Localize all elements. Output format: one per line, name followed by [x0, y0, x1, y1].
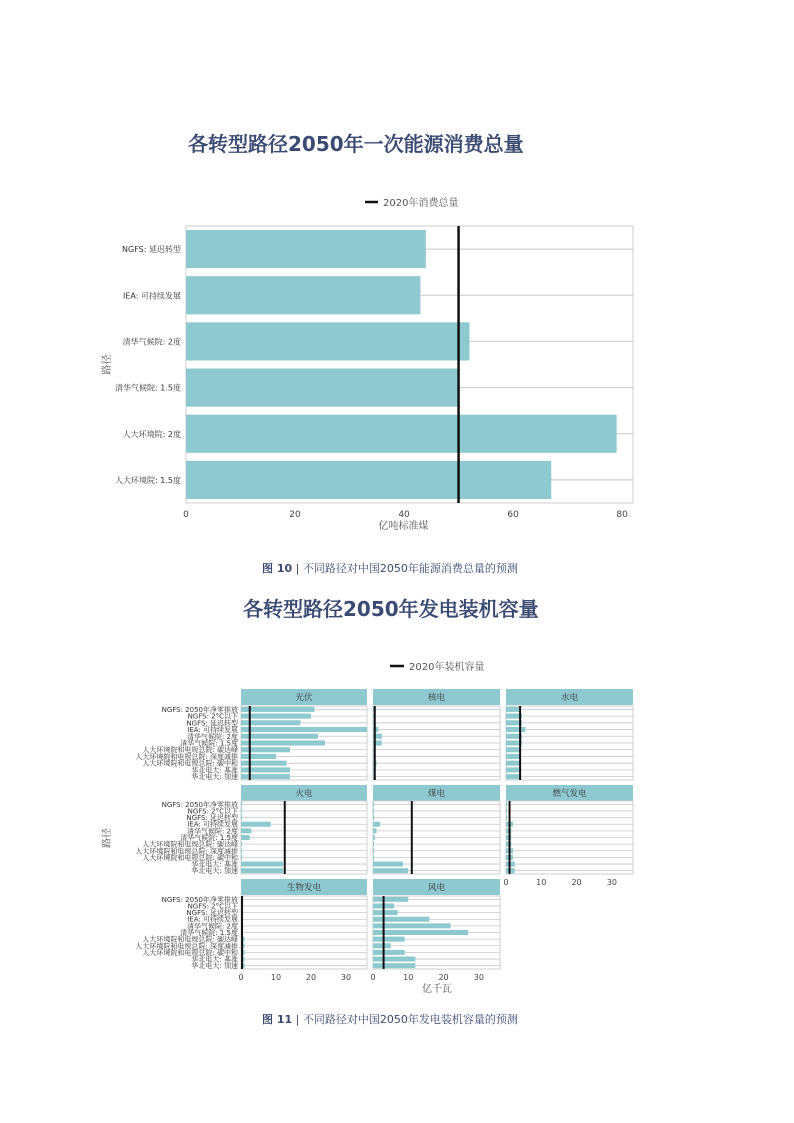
x-tick-label: 60 — [507, 510, 519, 520]
bar — [241, 767, 290, 772]
bar — [241, 740, 325, 745]
bar — [373, 957, 415, 962]
bar — [373, 910, 398, 915]
bar — [506, 774, 520, 779]
x-tick-label: 30 — [340, 973, 352, 982]
bar — [373, 930, 468, 935]
x-tick-label: 30 — [606, 878, 617, 887]
x-tick-label: 20 — [571, 878, 582, 887]
bar — [241, 862, 283, 867]
bar — [241, 761, 287, 766]
bar — [241, 714, 311, 719]
bar — [373, 950, 405, 955]
x-tick-label: 0 — [370, 973, 376, 982]
bar — [373, 855, 374, 860]
bar — [241, 808, 242, 813]
legend-label: 2020年消费总量 — [383, 198, 459, 209]
facet-title: 煤电 — [427, 789, 446, 799]
x-tick-label: 80 — [616, 510, 628, 520]
bar — [506, 802, 507, 807]
bar — [373, 943, 391, 948]
bar — [241, 828, 252, 833]
facet-title: 燃气发电 — [552, 789, 587, 799]
bar — [241, 835, 250, 840]
figure11-caption-number: 图 11 — [262, 1013, 293, 1026]
category-label: 人大环境院和电规总院: 碳达峰 — [142, 746, 238, 755]
bar — [241, 848, 242, 853]
category-label: 人大环境院和电规总院: 碳中和 — [142, 948, 238, 957]
bar — [373, 862, 403, 867]
category-label: 华北电大: 基准 — [191, 860, 238, 869]
bar — [373, 868, 408, 873]
figure10-title: 各转型路径2050年一次能源消费总量 — [188, 132, 524, 156]
x-axis-label: 亿千瓦 — [422, 984, 452, 995]
category-label: 清华气候院: 2度 — [186, 922, 238, 931]
category-label: NGFS: 延迟转型 — [186, 909, 238, 918]
bar — [506, 767, 520, 772]
x-tick-label: 40 — [398, 510, 410, 520]
bar — [506, 808, 507, 813]
bar — [373, 937, 405, 942]
facet-title: 生物发电 — [286, 883, 322, 893]
bar — [373, 923, 451, 928]
bar — [241, 727, 367, 732]
y-axis-label: 路径 — [102, 828, 113, 848]
x-tick-label: 0 — [503, 878, 509, 887]
category-label: 清华气候院: 1.5度 — [115, 383, 181, 393]
bar — [506, 815, 507, 820]
bar — [506, 747, 520, 752]
bar — [241, 842, 242, 847]
bar — [241, 754, 276, 759]
category-label: 人大环境院: 2度 — [122, 429, 181, 439]
category-label: 人大环境院和电规总院: 碳中和 — [142, 853, 238, 862]
category-label: 华北电大: 加速 — [191, 962, 238, 971]
x-tick-label: 30 — [473, 973, 484, 982]
bar — [373, 917, 429, 922]
facet-title: 火电 — [295, 789, 313, 799]
bar — [506, 754, 520, 759]
figure11-caption-text: 不同路径对中国2050年发电装机容量的预测 — [302, 1013, 518, 1026]
bar — [241, 815, 242, 820]
bar — [241, 734, 318, 739]
category-label: 清华气候院: 2度 — [122, 337, 181, 347]
bar — [506, 761, 520, 766]
category-label: 清华气候院: 1.5度 — [180, 834, 238, 842]
bar — [373, 802, 374, 807]
category-label: NGFS: 2°C以下 — [187, 902, 238, 911]
bar — [241, 855, 242, 860]
category-label: 人大环境院和电规总院: 碳中和 — [142, 759, 238, 768]
bar — [373, 848, 374, 853]
bar — [241, 707, 315, 712]
bar — [241, 802, 242, 807]
category-label: 人大环境院和电规总院: 碳达峰 — [142, 840, 238, 849]
x-tick-label: 0 — [238, 973, 244, 982]
category-label: 人大环境院和电规总院: 深度减排 — [135, 942, 238, 951]
category-label: 清华气候院: 2度 — [186, 732, 238, 741]
category-label: 清华气候院: 1.5度 — [180, 929, 238, 937]
figure11-title: 各转型路径2050年发电装机容量 — [243, 597, 539, 621]
category-label: 清华气候院: 2度 — [186, 827, 238, 836]
facet-title: 核电 — [427, 693, 446, 703]
bar — [373, 822, 380, 827]
facet-title: 光伏 — [295, 693, 313, 703]
category-label: NGFS: 延迟转型 — [186, 719, 238, 728]
y-axis-label: 路径 — [102, 354, 113, 375]
bar — [373, 963, 415, 968]
bar — [241, 774, 290, 779]
bar — [506, 727, 525, 732]
bar — [373, 815, 374, 820]
x-tick-label: 20 — [438, 973, 449, 982]
category-label: NGFS: 2050年净零排放 — [161, 705, 238, 714]
legend-label: 2020年装机容量 — [409, 662, 485, 673]
bar — [241, 868, 283, 873]
category-label: IEA: 可持续发展 — [187, 820, 238, 829]
x-tick-label: 20 — [289, 510, 301, 520]
category-label: 华北电大: 加速 — [191, 867, 238, 876]
category-label: IEA: 可持续发展 — [187, 915, 238, 924]
category-label: NGFS: 2°C以下 — [187, 712, 238, 721]
bar — [373, 828, 377, 833]
x-tick-label: 0 — [183, 510, 189, 520]
facet-title: 风电 — [427, 883, 446, 893]
category-label: NGFS: 延迟转型 — [186, 814, 238, 823]
category-label: 华北电大: 基准 — [191, 955, 238, 964]
bar — [506, 707, 520, 712]
category-label: 清华气候院: 1.5度 — [180, 739, 238, 748]
bar — [373, 897, 408, 902]
category-label: 华北电大: 基准 — [191, 766, 238, 775]
category-label: 华北电大: 加速 — [191, 773, 238, 782]
figure10-caption-text: 不同路径对中国2050年能源消费总量的预测 — [302, 562, 518, 575]
category-label: IEA: 可持续发展 — [123, 291, 181, 301]
category-label: 人大环境院和电规总院: 深度减排 — [135, 847, 238, 856]
figure10-caption-number: 图 10 — [262, 562, 293, 575]
facet-title: 水电 — [560, 693, 579, 703]
x-tick-label: 10 — [403, 973, 414, 982]
category-label: NGFS: 2°C以下 — [187, 807, 238, 816]
category-label: 人大环境院和电规总院: 深度减排 — [135, 752, 238, 761]
x-tick-label: 10 — [270, 973, 282, 982]
category-label: NGFS: 2050年净零排放 — [161, 800, 238, 809]
figure11-caption: 图 11 | 不同路径对中国2050年发电装机容量的预测 — [262, 1013, 518, 1026]
bar — [373, 835, 375, 840]
category-label: IEA: 可持续发展 — [187, 726, 238, 735]
x-axis-label: 亿吨标准煤 — [378, 521, 429, 532]
x-tick-label: 20 — [305, 973, 317, 982]
bar — [241, 747, 290, 752]
bar — [373, 842, 374, 847]
category-label: 人大环境院: 1.5度 — [115, 475, 181, 485]
bar — [241, 822, 271, 827]
figure10-caption: 图 10 | 不同路径对中国2050年能源消费总量的预测 — [262, 562, 518, 575]
category-label: NGFS: 延迟转型 — [122, 245, 181, 255]
category-label: NGFS: 2050年净零排放 — [161, 895, 238, 904]
bar — [373, 808, 374, 813]
category-label: 人大环境院和电规总院: 碳达峰 — [142, 935, 238, 944]
x-tick-label: 10 — [536, 878, 547, 887]
